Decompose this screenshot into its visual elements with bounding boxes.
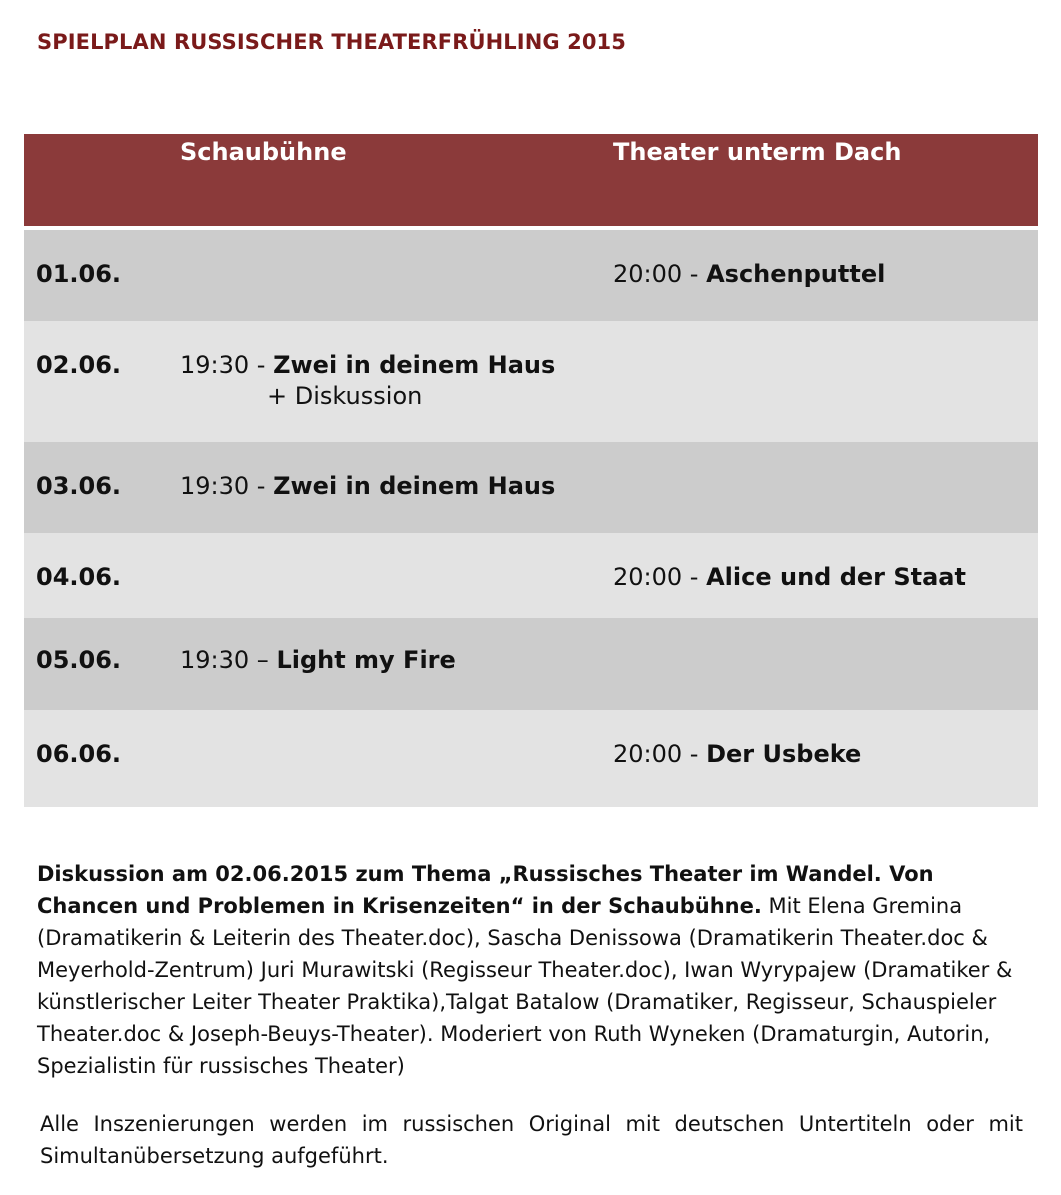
event-time: 19:30	[180, 646, 250, 674]
event-title: Aschenputtel	[706, 260, 886, 288]
discussion-text: Mit Elena Gremina (Dramatikerin & Leiterin des Theater.doc), Sascha Denissowa (Dramatikerin Theater.doc & Meyerhold-Zentrum) Juri Murawitski (Regisseur Theater.doc), Iwan Wyrypajew (Dramatiker & künstlerischer Leiter Theater Praktika),Talgat Batalow (Dramatiker, Regisseur, Schauspieler Theater.doc & Joseph-Beuys-Theater). Moderiert von Ruth Wyneken (Dramaturgin, Autorin, Spezialistin für russisches Theater)	[37, 894, 1013, 1078]
event-separator: –	[249, 646, 277, 674]
event-time: 20:00	[613, 563, 683, 591]
table-row	[24, 533, 1038, 618]
row-date: 02.06.	[36, 351, 122, 379]
table-row	[24, 321, 1038, 442]
event-time: 19:30	[180, 351, 250, 379]
discussion-heading: Diskussion am 02.06.2015 zum Thema „Russisches Theater im Wandel. Von Chancen und Problemen in Krisenzeiten“ in der Schaubühne.	[37, 862, 934, 918]
table-header	[24, 134, 1038, 226]
row-date: 06.06.	[36, 740, 122, 768]
event-schaubuehne	[180, 351, 555, 410]
column-header-theater-unterm-dach: Theater unterm Dach	[613, 138, 902, 166]
event-title: Light my Fire	[276, 646, 456, 674]
page-title: SPIELPLAN RUSSISCHER THEATERFRÜHLING 2015	[37, 30, 626, 54]
event-separator: -	[249, 351, 274, 379]
event-schaubuehne	[180, 646, 456, 674]
row-date: 05.06.	[36, 646, 122, 674]
row-date: 03.06.	[36, 472, 122, 500]
schedule-table	[24, 134, 1038, 807]
table-row	[24, 442, 1038, 533]
event-separator: -	[682, 260, 707, 288]
event-title: Alice und der Staat	[706, 563, 966, 591]
event-theater	[613, 563, 966, 591]
event-title: Zwei in deinem Haus	[273, 351, 556, 379]
column-header-schaubuehne: Schaubühne	[180, 138, 347, 166]
event-time: 20:00	[613, 740, 683, 768]
table-row	[24, 618, 1038, 710]
event-extra: + Diskussion	[267, 382, 423, 410]
event-title: Der Usbeke	[706, 740, 862, 768]
event-time: 19:30	[180, 472, 250, 500]
event-separator: -	[249, 472, 274, 500]
table-row	[24, 230, 1038, 321]
event-time: 20:00	[613, 260, 683, 288]
event-separator: -	[682, 740, 707, 768]
event-theater	[613, 260, 885, 288]
event-separator: -	[682, 563, 707, 591]
table-row	[24, 710, 1038, 807]
row-date: 04.06.	[36, 563, 122, 591]
event-title: Zwei in deinem Haus	[273, 472, 556, 500]
event-theater	[613, 740, 861, 768]
row-date: 01.06.	[36, 260, 122, 288]
discussion-paragraph	[37, 858, 1021, 1082]
subtitle-note: Alle Inszenierungen werden im russischen Original mit deutschen Untertiteln oder mit Simultanübersetzung aufgeführt.	[40, 1112, 1023, 1168]
event-schaubuehne	[180, 472, 555, 500]
